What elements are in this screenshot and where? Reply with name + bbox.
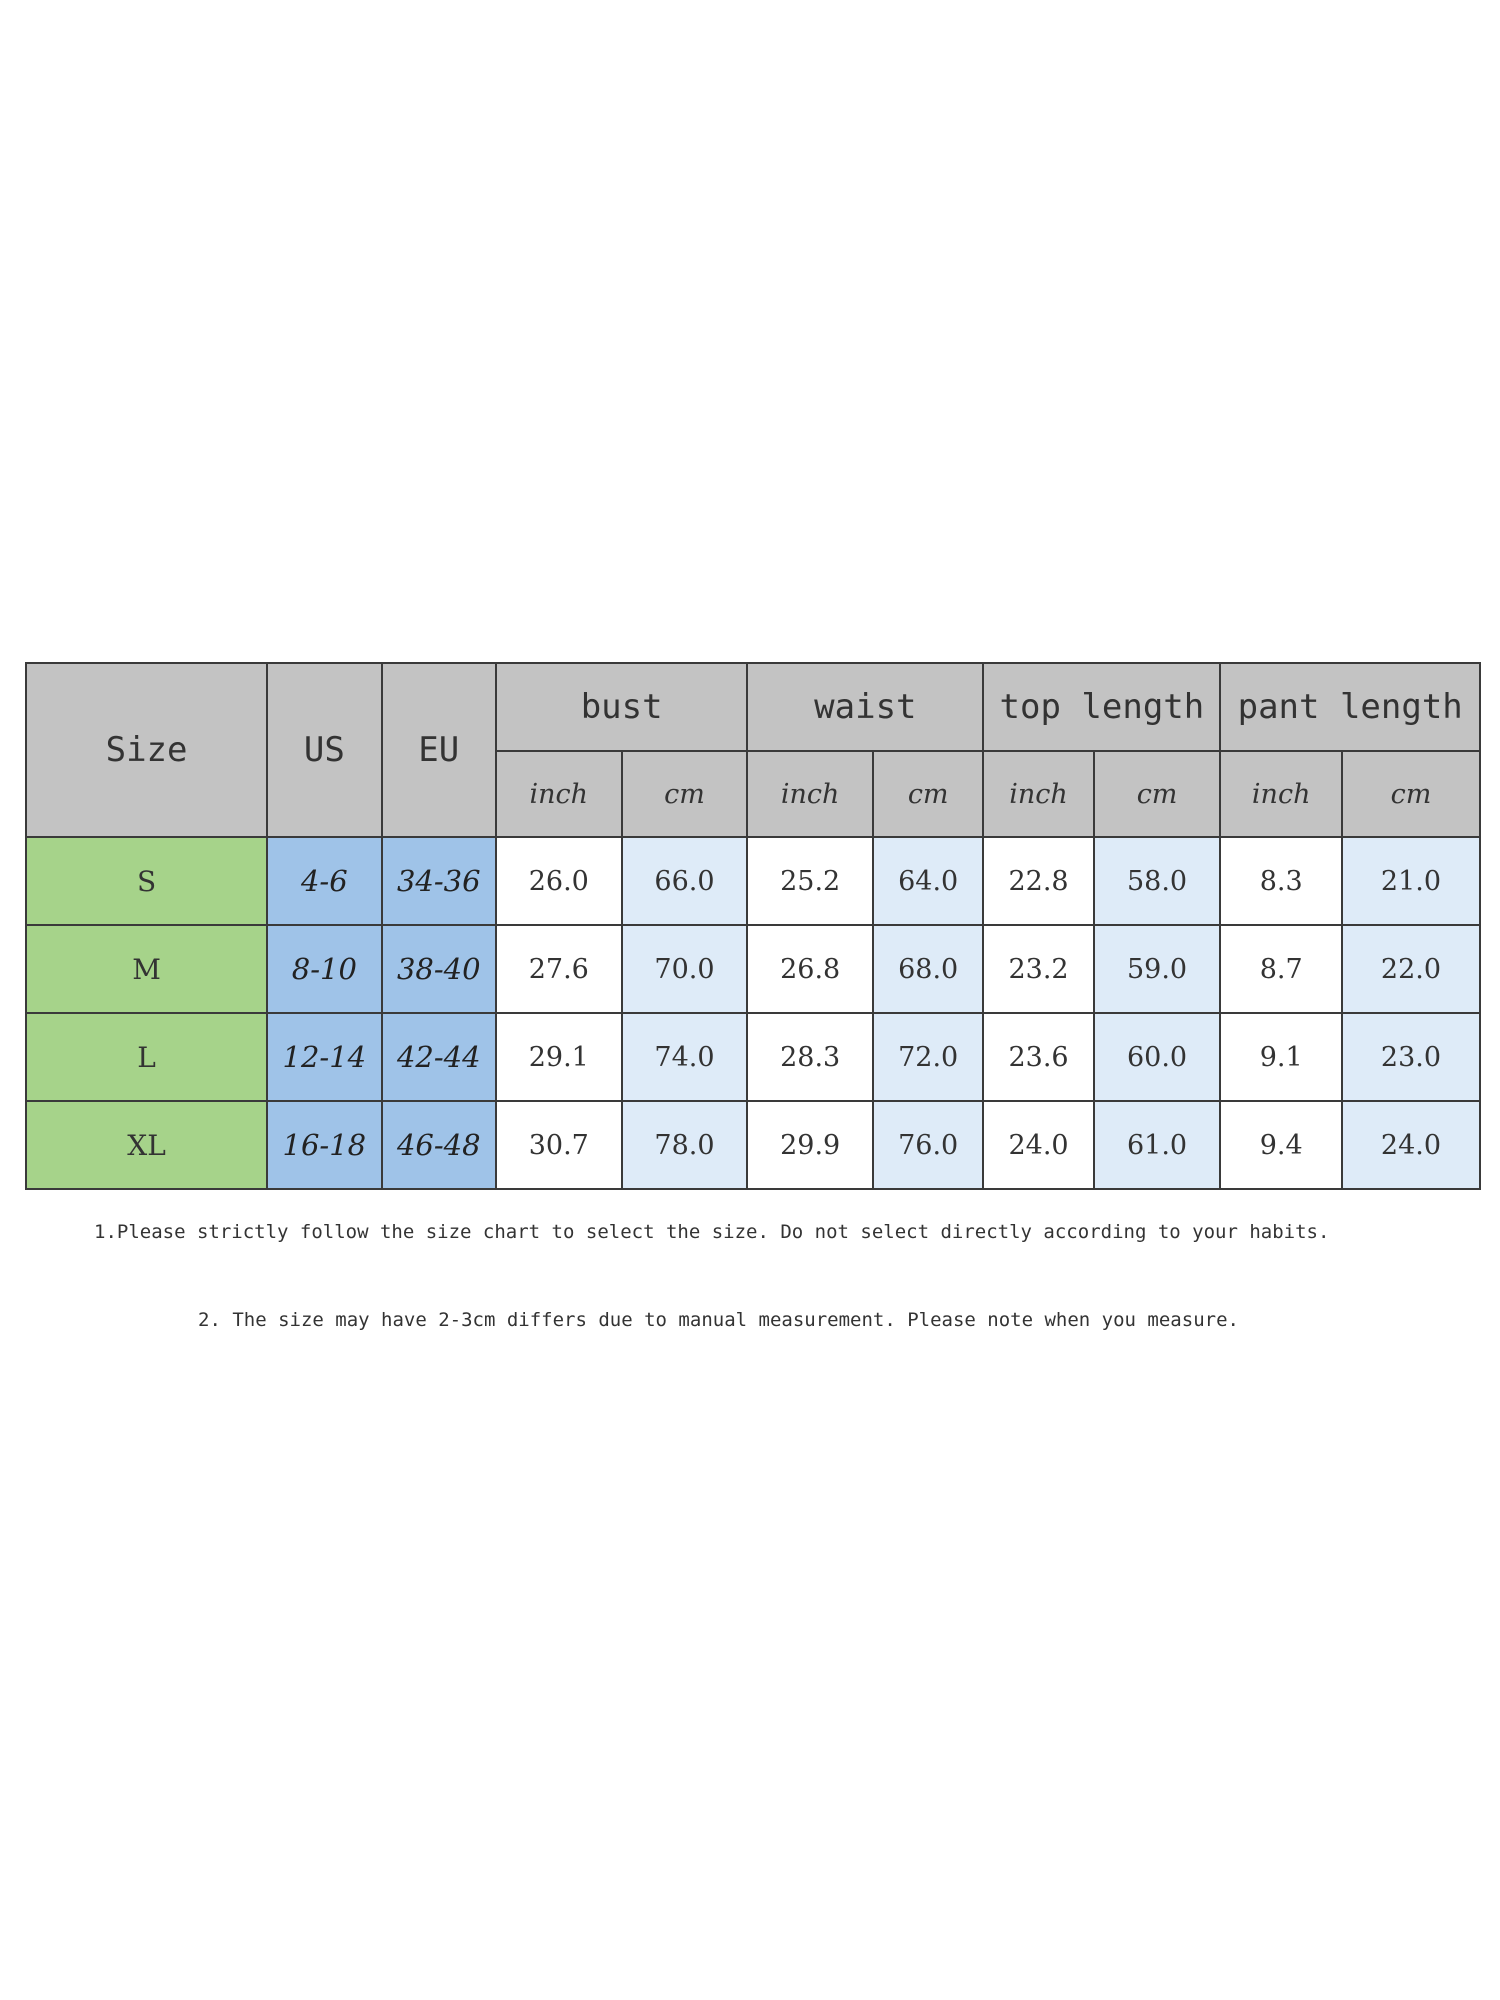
unit-pant-length-cm: cm	[1342, 751, 1480, 837]
cell-top-length-cm: 59.0	[1094, 925, 1221, 1013]
cell-eu: 46-48	[382, 1101, 496, 1189]
cell-waist-cm: 76.0	[873, 1101, 983, 1189]
cell-eu: 38-40	[382, 925, 496, 1013]
cell-waist-inch: 26.8	[747, 925, 873, 1013]
cell-top-length-cm: 61.0	[1094, 1101, 1221, 1189]
cell-waist-inch: 29.9	[747, 1101, 873, 1189]
cell-waist-cm: 68.0	[873, 925, 983, 1013]
table-row-xl	[26, 1101, 1480, 1189]
cell-pant-length-inch: 8.3	[1220, 837, 1342, 925]
cell-pant-length-cm: 21.0	[1342, 837, 1480, 925]
cell-bust-inch: 26.0	[496, 837, 622, 925]
cell-top-length-inch: 24.0	[983, 1101, 1093, 1189]
cell-top-length-cm: 58.0	[1094, 837, 1221, 925]
cell-pant-length-cm: 23.0	[1342, 1013, 1480, 1101]
cell-waist-inch: 28.3	[747, 1013, 873, 1101]
size-note-2: 2. The size may have 2-3cm differs due to manual measurement. Please note when you measure.	[198, 1309, 1239, 1331]
cell-pant-length-inch: 8.7	[1220, 925, 1342, 1013]
cell-bust-inch: 27.6	[496, 925, 622, 1013]
header-pant-length: pant length	[1220, 663, 1480, 751]
cell-us: 4-6	[267, 837, 381, 925]
unit-top-length-cm: cm	[1094, 751, 1221, 837]
table-row-s	[26, 837, 1480, 925]
cell-us: 16-18	[267, 1101, 381, 1189]
header-waist: waist	[747, 663, 983, 751]
cell-bust-cm: 74.0	[622, 1013, 748, 1101]
cell-us: 8-10	[267, 925, 381, 1013]
cell-bust-inch: 30.7	[496, 1101, 622, 1189]
cell-top-length-inch: 23.6	[983, 1013, 1093, 1101]
cell-pant-length-inch: 9.4	[1220, 1101, 1342, 1189]
cell-waist-cm: 64.0	[873, 837, 983, 925]
unit-bust-cm: cm	[622, 751, 748, 837]
cell-pant-length-cm: 22.0	[1342, 925, 1480, 1013]
cell-top-length-inch: 22.8	[983, 837, 1093, 925]
cell-eu: 42-44	[382, 1013, 496, 1101]
cell-waist-cm: 72.0	[873, 1013, 983, 1101]
cell-bust-cm: 78.0	[622, 1101, 748, 1189]
cell-size: XL	[26, 1101, 267, 1189]
cell-eu: 34-36	[382, 837, 496, 925]
header-size: Size	[26, 663, 267, 837]
size-chart-table	[25, 662, 1481, 1190]
unit-top-length-inch: inch	[983, 751, 1093, 837]
header-top-length: top length	[983, 663, 1220, 751]
size-note-1: 1.Please strictly follow the size chart to select the size. Do not select directly according to your habits.	[94, 1221, 1330, 1243]
cell-bust-cm: 66.0	[622, 837, 748, 925]
unit-waist-inch: inch	[747, 751, 873, 837]
unit-pant-length-inch: inch	[1220, 751, 1342, 837]
cell-bust-inch: 29.1	[496, 1013, 622, 1101]
cell-size: S	[26, 837, 267, 925]
header-us: US	[267, 663, 381, 837]
cell-top-length-cm: 60.0	[1094, 1013, 1221, 1101]
header-bust: bust	[496, 663, 747, 751]
header-eu: EU	[382, 663, 496, 837]
cell-waist-inch: 25.2	[747, 837, 873, 925]
header-row-groups	[26, 663, 1480, 751]
table-row-l	[26, 1013, 1480, 1101]
cell-size: M	[26, 925, 267, 1013]
cell-pant-length-inch: 9.1	[1220, 1013, 1342, 1101]
cell-top-length-inch: 23.2	[983, 925, 1093, 1013]
table-row-m	[26, 925, 1480, 1013]
cell-us: 12-14	[267, 1013, 381, 1101]
unit-bust-inch: inch	[496, 751, 622, 837]
cell-bust-cm: 70.0	[622, 925, 748, 1013]
cell-pant-length-cm: 24.0	[1342, 1101, 1480, 1189]
cell-size: L	[26, 1013, 267, 1101]
unit-waist-cm: cm	[873, 751, 983, 837]
